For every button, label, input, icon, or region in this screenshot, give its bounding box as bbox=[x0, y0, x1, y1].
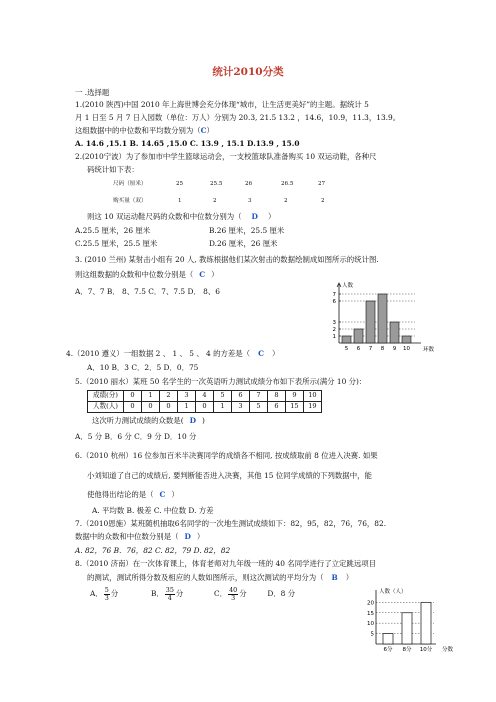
x-tick-label: 8分 bbox=[402, 647, 412, 653]
q5-table-cell: 0 bbox=[141, 402, 159, 413]
q2-row2-cell: 2 bbox=[284, 198, 288, 204]
y-tick-label: 3 bbox=[332, 320, 336, 326]
bar bbox=[366, 301, 375, 343]
q3-options: A．7、7 B． 8、7.5 C．7、7.5 D． 8、6 bbox=[75, 287, 220, 296]
q2-question: 则这 10 双运动鞋尺码的众数和中位数分别为（ D ） bbox=[87, 212, 276, 221]
q1-answer: C bbox=[200, 126, 207, 135]
q8-question: 的测试，测试所得分数及相应的人数如图所示，则这次测试的平均分为（ B ） bbox=[87, 573, 354, 582]
bar bbox=[402, 613, 412, 644]
q4-question: 4.（2010 遵义）一组数据 2 、 1 、 5 、 4 的方差是（ C ） bbox=[66, 349, 280, 358]
q5-table-cell: 6 bbox=[231, 391, 249, 402]
q5-table-cell: 5 bbox=[213, 391, 231, 402]
q5-row-header: 成绩(分) bbox=[88, 391, 124, 402]
q5-table-cell: 0 bbox=[123, 391, 141, 402]
page-title: 统计2010分类 bbox=[212, 66, 284, 78]
x-tick-label: 5 bbox=[344, 346, 349, 352]
q1-line1: 1.(2010 陕西)中国 2010 年上海世博会充分体现“城市，让生活更美好”的主题。据统计 5 bbox=[75, 100, 369, 109]
q1-options: A. 14.6 ,15.1 B. 14.65 ,15.0 C. 13.9 , 15.1 D.13.9 , 15.0 bbox=[75, 139, 300, 148]
q5-row-header: 人数(人) bbox=[88, 402, 124, 413]
q2-row1-cell: 27 bbox=[318, 181, 326, 187]
q5-table-cell: 19 bbox=[303, 402, 321, 413]
q2-row1-cell: 25.5 bbox=[210, 181, 223, 187]
x-axis-label: 环数 bbox=[423, 347, 435, 353]
q5-table-cell: 5 bbox=[249, 402, 267, 413]
q8-options bbox=[90, 587, 295, 601]
q6-line1: 6.（2010 杭州）16 位参加百米半决赛同学的成绩各不相同, 按成绩取前 8 位进入决赛. 如果 bbox=[75, 451, 378, 460]
y-tick-label: 5 bbox=[370, 631, 374, 638]
q4-options: A．10 B．3 C．2．5 D．0．75 bbox=[87, 363, 199, 372]
q5-table-cell: 3 bbox=[177, 391, 195, 402]
q3-shooting-chart bbox=[325, 278, 440, 354]
q8-option-d: D．8 分 bbox=[267, 589, 296, 599]
q7-answer: D bbox=[184, 532, 191, 541]
q8-answer: B bbox=[331, 573, 338, 582]
x-tick-label: 6分 bbox=[383, 647, 393, 653]
q2-row2-cell: 3 bbox=[248, 198, 252, 204]
q6-question: 使他得出结论的是（ C ） bbox=[87, 490, 179, 499]
q3-line1: 3. (2010 兰州) 某射击小组有 20 人, 教练根据他们某次射击的数据绘制成如图所示的统计图. bbox=[75, 255, 379, 264]
q8-option-c: C． $\frac{40}{3}$ 分 bbox=[214, 586, 247, 602]
q5-table-cell: 15 bbox=[285, 402, 303, 413]
q5-table-cell: 3 bbox=[231, 402, 249, 413]
section-heading: 一 .选择题 bbox=[75, 88, 110, 97]
q2-answer: D bbox=[251, 212, 258, 221]
y-axis-label: 人数（人） bbox=[379, 589, 407, 595]
q2-line1: 2.(2010宁波）为了参加市中学生篮球运动会，一支校篮球队准备购买 10 双运动鞋，各种尺 bbox=[75, 152, 377, 161]
x-tick-label: 10 bbox=[403, 346, 410, 352]
q2-row1-cell: 26 bbox=[245, 181, 253, 187]
q5-table-cell: 1 bbox=[213, 402, 231, 413]
q5-table-cell: 0 bbox=[195, 402, 213, 413]
x-axis-label: 分数 bbox=[442, 647, 454, 653]
q8-option-a: A． $\frac{5}{3}$ 分 bbox=[90, 586, 119, 602]
y-tick-label: 10 bbox=[367, 621, 374, 628]
q2-option-b: B.26 厘米，25.5 厘米 bbox=[209, 226, 285, 235]
q5-table-cell: 1 bbox=[177, 402, 195, 413]
x-tick-label: 6 bbox=[356, 346, 361, 352]
q5-table-cell: 9 bbox=[285, 391, 303, 402]
q2-row2-cell: 2 bbox=[321, 198, 325, 204]
q1-line2: 月 1 日至 5 月 7 日入园数（单位：万人）分别为 20.3, 21.5 13.2 ，14.6，10.9，11.3，13.9。 bbox=[75, 113, 401, 122]
q7-question: 数据中的众数和中位数分别是（ D ） bbox=[75, 532, 205, 541]
q5-table-cell: 7 bbox=[249, 391, 267, 402]
y-tick-label: 7 bbox=[332, 292, 336, 298]
q5-table-cell: 0 bbox=[123, 402, 141, 413]
y-axis-label: 人数 bbox=[342, 283, 354, 289]
q5-table-cell: 10 bbox=[303, 391, 321, 402]
q5-question: 这次听力测试成绩的众数是( D ) bbox=[92, 416, 205, 425]
q5-table-cell: 2 bbox=[159, 391, 177, 402]
q5-line1: 5.（2010 丽水）某班 50 名学生的一次英语听力测试成绩分布如下表所示(满分 10 分)： bbox=[75, 377, 367, 386]
bar bbox=[402, 336, 411, 343]
q3-line2: 则这组数据的众数和中位数分别是（ C ） bbox=[75, 270, 219, 279]
q5-table-cell: 1 bbox=[141, 391, 159, 402]
q3-answer: C bbox=[199, 270, 206, 279]
y-tick-label: 15 bbox=[367, 610, 374, 617]
bar bbox=[390, 322, 399, 343]
q8-score-chart bbox=[362, 586, 462, 656]
q2-option-a: A.25.5 厘米，26 厘米 bbox=[75, 226, 151, 235]
q5-answer: D bbox=[189, 416, 196, 425]
q2-row1-label: 尺码（厘米） bbox=[113, 181, 147, 187]
bar bbox=[383, 634, 393, 644]
x-tick-label: 8 bbox=[380, 346, 385, 352]
y-tick-label: 1 bbox=[332, 334, 336, 340]
bar bbox=[421, 602, 431, 644]
q5-table-row bbox=[88, 391, 322, 402]
q5-table-cell: 4 bbox=[195, 391, 213, 402]
bar bbox=[378, 294, 387, 343]
q8-line1: 8.（2010 济南）在一次体育课上，体育老师对九年级一班的 40 名同学进行了立定跳远项目 bbox=[75, 559, 376, 568]
y-tick-label: 20 bbox=[367, 600, 374, 607]
y-tick-label: 6 bbox=[332, 299, 336, 305]
q2-row1-cell: 25 bbox=[176, 181, 184, 187]
q6-answer: C bbox=[159, 490, 166, 499]
y-tick-label: 2 bbox=[332, 327, 336, 333]
q2-option-d: D.26 厘米，26 厘米 bbox=[209, 239, 278, 248]
q2-row2-label: 购买量（双） bbox=[113, 198, 147, 204]
q5-table-cell: 8 bbox=[267, 391, 285, 402]
q2-row2-cell: 1 bbox=[178, 198, 182, 204]
q2-option-c: C.25.5 厘米，25.5 厘米 bbox=[75, 239, 158, 248]
q6-options: A. 平均数 B. 极差 C. 中位数 D. 方差 bbox=[92, 506, 214, 515]
q4-answer: C bbox=[258, 349, 264, 358]
q5-table-row bbox=[88, 402, 322, 413]
x-tick-label: 9 bbox=[392, 346, 397, 352]
q5-score-table bbox=[87, 390, 322, 413]
q2-row2-cell: 2 bbox=[213, 198, 217, 204]
bar bbox=[342, 336, 351, 343]
bar bbox=[354, 329, 363, 343]
x-tick-label: 7 bbox=[368, 346, 373, 352]
q7-options: A. 82，76 B．76，82 C. 82，79 D. 82，82 bbox=[75, 546, 231, 555]
q2-line2: 码统计如下表： bbox=[87, 165, 139, 174]
q5-options: A．5 分 B．6 分 C．9 分 D．10 分 bbox=[75, 432, 197, 441]
q7-line1: 7.（2010恩施）某班随机抽取6名同学的一次地生测试成绩如下：82，95，82，76，76，82. bbox=[75, 519, 387, 528]
x-tick-label: 10分 bbox=[419, 647, 433, 653]
q6-line2: 小刘知道了自己的成绩后, 要判断能否进入决赛，其他 15 位同学成绩的下列数据中，能 bbox=[87, 471, 372, 480]
q5-table-cell: 6 bbox=[267, 402, 285, 413]
q8-option-b: B． $\frac{35}{4}$ 分 bbox=[150, 586, 184, 602]
q5-table-cell: 0 bbox=[159, 402, 177, 413]
q1-line3: 这组数据中的中位数和平均数分别为（C） bbox=[75, 126, 214, 135]
q2-row1-cell: 26.5 bbox=[281, 181, 294, 187]
